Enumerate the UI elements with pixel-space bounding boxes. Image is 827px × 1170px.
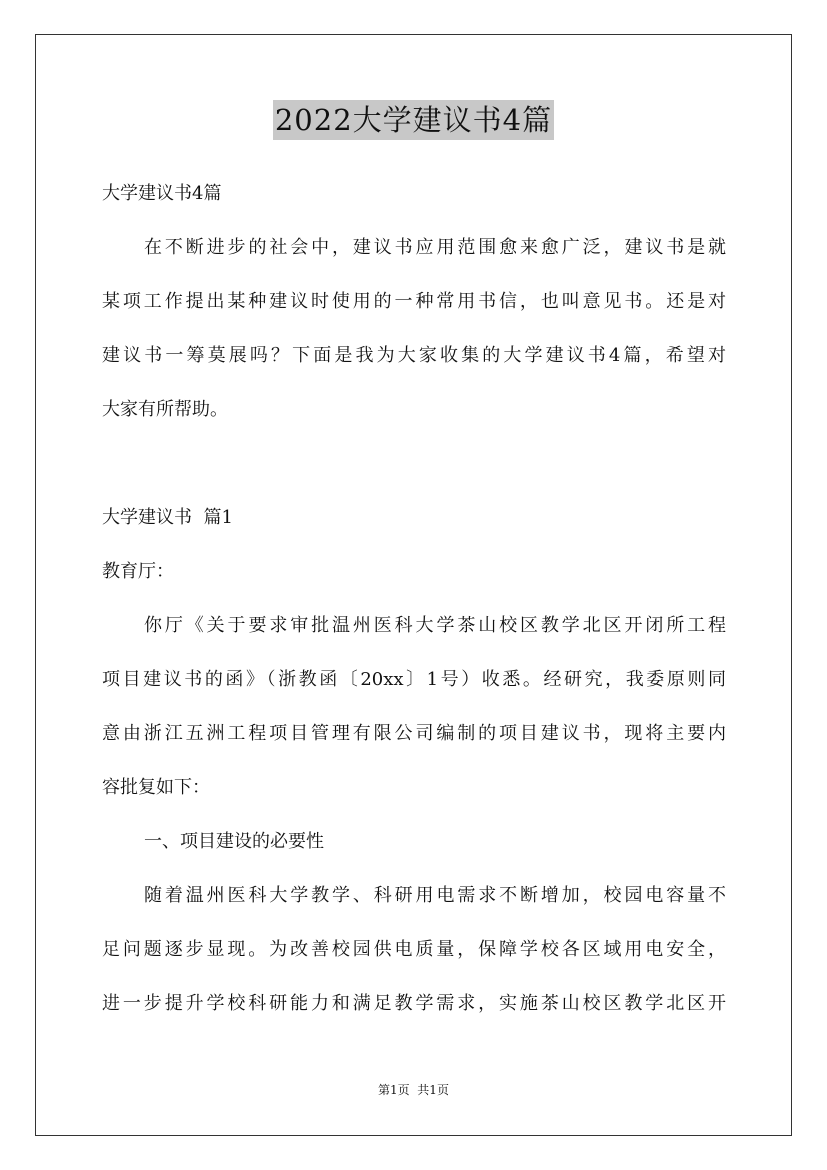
section-heading: 大学建议书 篇1: [102, 507, 233, 528]
document-subtitle: 大学建议书4篇: [102, 183, 222, 204]
document-title: 2022大学建议书4篇: [273, 100, 554, 140]
paragraph-line: 足问题逐步显现。为改善校园供电质量，保障学校各区域用电安全，: [102, 939, 726, 960]
paragraph-line: 随着温州医科大学教学、科研用电需求不断增加，校园电容量不: [144, 885, 726, 906]
title-wrap: [0, 100, 827, 140]
intro-line: 某项工作提出某种建议时使用的一种常用书信，也叫意见书。还是对: [102, 291, 726, 312]
paragraph-line: 意由浙江五洲工程项目管理有限公司编制的项目建议书，现将主要内: [102, 723, 726, 744]
paragraph-line: 容批复如下：: [102, 777, 210, 798]
intro-line: 在不断进步的社会中，建议书应用范围愈来愈广泛，建议书是就: [144, 237, 726, 258]
paragraph-line: 进一步提升学校科研能力和满足教学需求，实施茶山校区教学北区开: [102, 993, 726, 1014]
salutation: 教育厅：: [102, 561, 174, 582]
intro-line: 大家有所帮助。: [102, 399, 228, 420]
paragraph-line: 项目建议书的函》（浙教函〔20xx〕1号）收悉。经研究，我委原则同: [102, 669, 726, 690]
intro-line: 建议书一筹莫展吗？下面是我为大家收集的大学建议书4篇，希望对: [102, 345, 726, 366]
paragraph-line: 你厅《关于要求审批温州医科大学茶山校区教学北区开闭所工程: [144, 615, 726, 636]
item-heading: 一、项目建设的必要性: [144, 831, 324, 852]
page-number-footer: 第1页 共1页: [378, 1083, 449, 1097]
